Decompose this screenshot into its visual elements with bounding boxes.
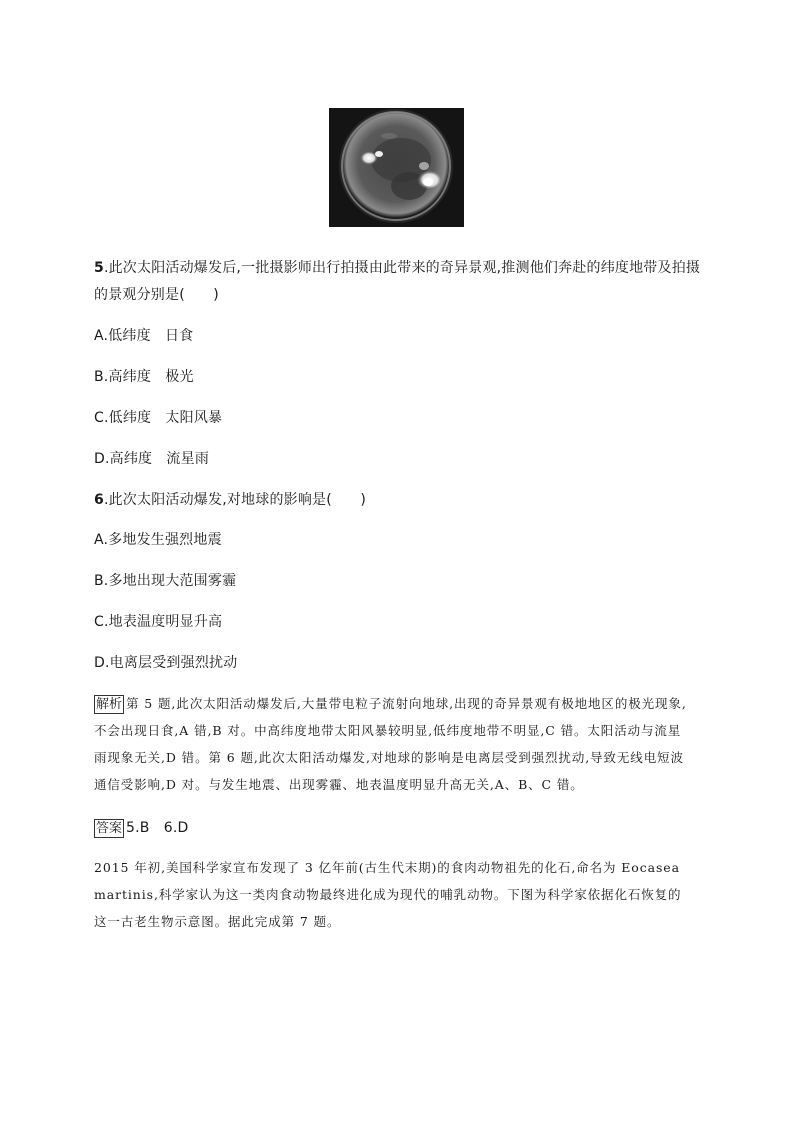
analysis-text-1: 第 5 题,此次太阳活动爆发后,大量带电粒子流射向地球,出现的奇异景观有极地地区的极光现象, — [126, 696, 687, 711]
answer-tag: 答案 — [96, 821, 123, 836]
solar-activity-photo — [329, 108, 464, 227]
question-6-option-b: B.多地出现大范围雾霾 — [94, 573, 237, 589]
analysis-line-1 — [94, 694, 687, 714]
answer-line — [94, 818, 189, 838]
intro-line-3: 这一古老生物示意图。据此完成第 7 题。 — [94, 914, 341, 929]
question-6-number: 6 — [94, 492, 104, 508]
question-6-stem-text: .此次太阳活动爆发,对地球的影响是( ) — [103, 492, 366, 508]
analysis-line-4: 通信受影响,D 对。与发生地震、出现雾霾、地表温度明显升高无关,A、B、C 错。 — [94, 777, 584, 792]
question-5-option-a: A.低纬度 日食 — [94, 328, 194, 344]
question-5-option-d: D.高纬度 流星雨 — [94, 451, 210, 467]
question-6-stem — [94, 490, 366, 510]
question-5-number: 5 — [94, 260, 104, 276]
question-5-option-b: B.高纬度 极光 — [94, 369, 194, 385]
question-5-option-c: C.低纬度 太阳风暴 — [94, 410, 223, 426]
question-5-stem-continued: 的景观分别是( ) — [94, 287, 219, 303]
question-6-option-a: A.多地发生强烈地震 — [94, 532, 222, 548]
intro-line-1: 2015 年初,美国科学家宣布发现了 3 亿年前(古生代末期)的食肉动物祖先的化石,命名为 Eocasea — [94, 860, 680, 875]
analysis-tag: 解析 — [96, 697, 123, 712]
question-6-option-d: D.电离层受到强烈扰动 — [94, 655, 238, 671]
analysis-line-3: 雨现象无关,D 错。第 6 题,此次太阳活动爆发,对地球的影响是电离层受到强烈扰动,导致无线电短波 — [94, 750, 684, 765]
intro-line-2: martinis,科学家认为这一类肉食动物最终进化成为现代的哺乳动物。下图为科学家依据化石恢复的 — [94, 887, 682, 902]
analysis-line-2: 不会出现日食,A 错,B 对。中高纬度地带太阳风暴较明显,低纬度地带不明显,C 错。太阳活动与流星 — [94, 723, 682, 738]
question-6-option-c: C.地表温度明显升高 — [94, 614, 223, 630]
sun-image — [329, 108, 464, 227]
answer-text: 5.B 6.D — [126, 820, 189, 836]
question-5-stem — [94, 258, 700, 278]
question-5-stem-text: .此次太阳活动爆发后,一批摄影师出行拍摄由此带来的奇异景观,推测他们奔赴的纬度地带及拍摄 — [103, 260, 701, 276]
